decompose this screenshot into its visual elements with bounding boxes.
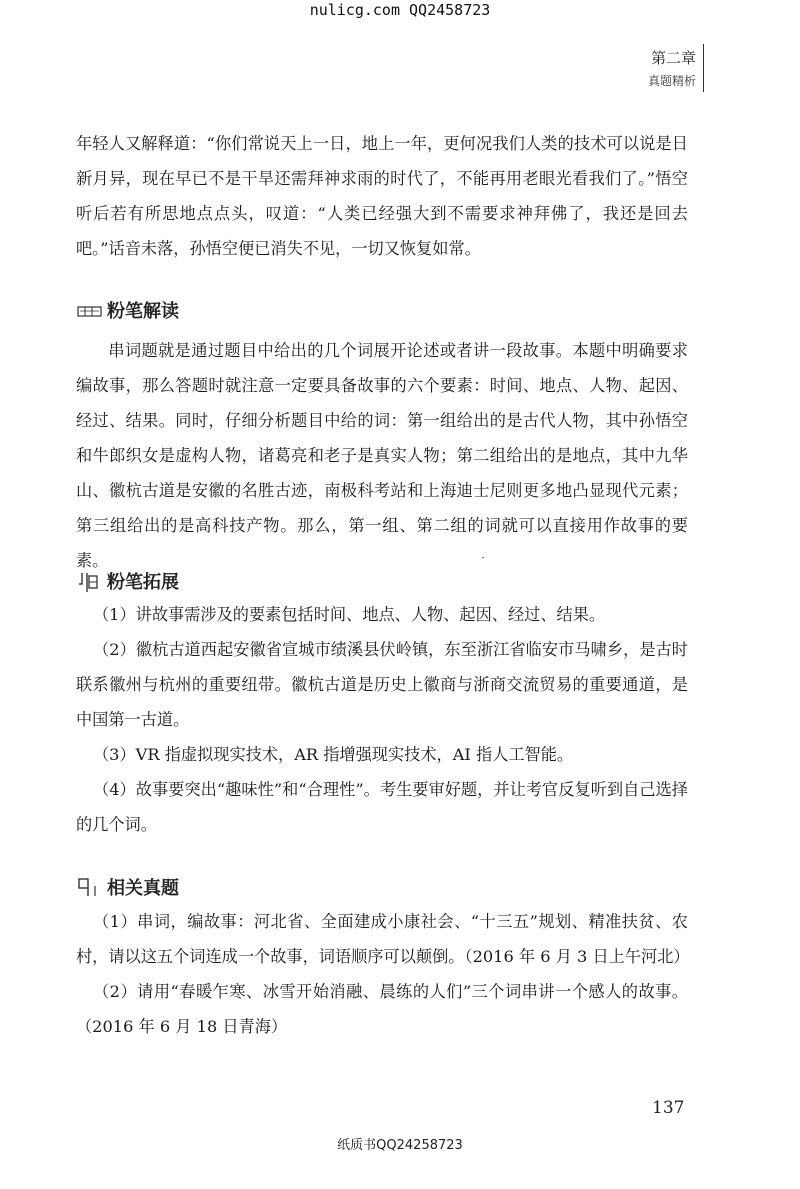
zhenti-item: （2）请用“春暖乍寒、冰雪开始消融、晨练的人们”三个词串讲一个感人的故事。（2016 年 6 月 18 日青海） <box>76 982 688 1036</box>
story-text <box>76 126 688 266</box>
chapter-title: 第二章 <box>650 49 696 67</box>
bottom-watermark: 纸质书QQ24258723 <box>337 1138 463 1153</box>
chapter-divider <box>703 44 704 92</box>
section-jiedu-heading <box>76 297 179 323</box>
tuozhan-item: （2）徽杭古道西起安徽省宣城市绩溪县伏岭镇，东至浙江省临安市马啸乡，是古时联系徽州与杭州的重要纽带。徽杭古道是历史上徽商与浙商交流贸易的重要通道，是中国第一古道。 <box>76 640 688 729</box>
tuozhan-item: （4）故事要突出“趣味性”和“合理性”。考生要审好题，并让考官反复听到自己选择的几个词。 <box>76 780 688 834</box>
book-icon <box>76 299 104 321</box>
section-zhenti-body <box>76 904 688 1044</box>
story-paragraph: 年轻人又解释道：“你们常说天上一日，地上一年，更何况我们人类的技术可以说是日新月异，现在早已不是干旱还需拜神求雨的时代了，不能再用老眼光看我们了。”悟空听后若有所思地点点头，叹道：“人类已经强大到不需要求神拜佛了，我还是回去吧。”话音未落，孙悟空便已消失不见，一切又恢复如常。 <box>76 134 688 258</box>
top-watermark: nulicg.com QQ2458723 <box>309 1 491 19</box>
tuozhan-item: （1）讲故事需涉及的要素包括时间、地点、人物、起因、经过、结果。 <box>93 605 606 624</box>
section-tuozhan-body <box>76 597 688 842</box>
tuozhan-item: （3）VR 指虚拟现实技术，AR 指增强现实技术，AI 指人工智能。 <box>93 745 574 764</box>
chapter-header <box>648 48 696 90</box>
page-number: 137 <box>652 1098 685 1118</box>
chapter-subtitle: 真题精析 <box>647 74 696 88</box>
jiedu-paragraph: 串词题就是通过题目中给出的几个词展开论述或者讲一段故事。本题中明确要求编故事，那么答题时就注意一定要具备故事的六个要素：时间、地点、人物、起因、经过、结果。同时，仔细分析题目中给的词：第一组给出的是古代人物，其中孙悟空和牛郎织女是虚构人物，诸葛亮和老子是真实人物；第二组给出的是地点，其中九华山、徽杭古道是安徽的名胜古迹，南极科考站和上海迪士尼则更多地凸显现代元素；第三组给出的是高科技产物。那么，第一组、第二组的词就可以直接用作故事的要素。 <box>76 341 688 570</box>
section-tuozhan-heading <box>76 568 179 594</box>
zhenti-item: （1）串词，编故事：河北省、全面建成小康社会、“十三五”规划、精准扶贫、农村，请以这五个词连成一个故事，词语顺序可以颠倒。（2016 年 6 月 3 日上午河北） <box>76 912 690 966</box>
section-zhenti-heading <box>76 874 179 900</box>
section-jiedu-body <box>76 333 688 578</box>
section-tuozhan-title: 粉笔拓展 <box>107 572 179 593</box>
section-zhenti-title: 相关真题 <box>107 878 179 899</box>
expand-icon <box>76 570 104 592</box>
section-jiedu-title: 粉笔解读 <box>107 301 179 322</box>
related-icon <box>76 876 104 898</box>
stray-mark <box>482 557 484 558</box>
